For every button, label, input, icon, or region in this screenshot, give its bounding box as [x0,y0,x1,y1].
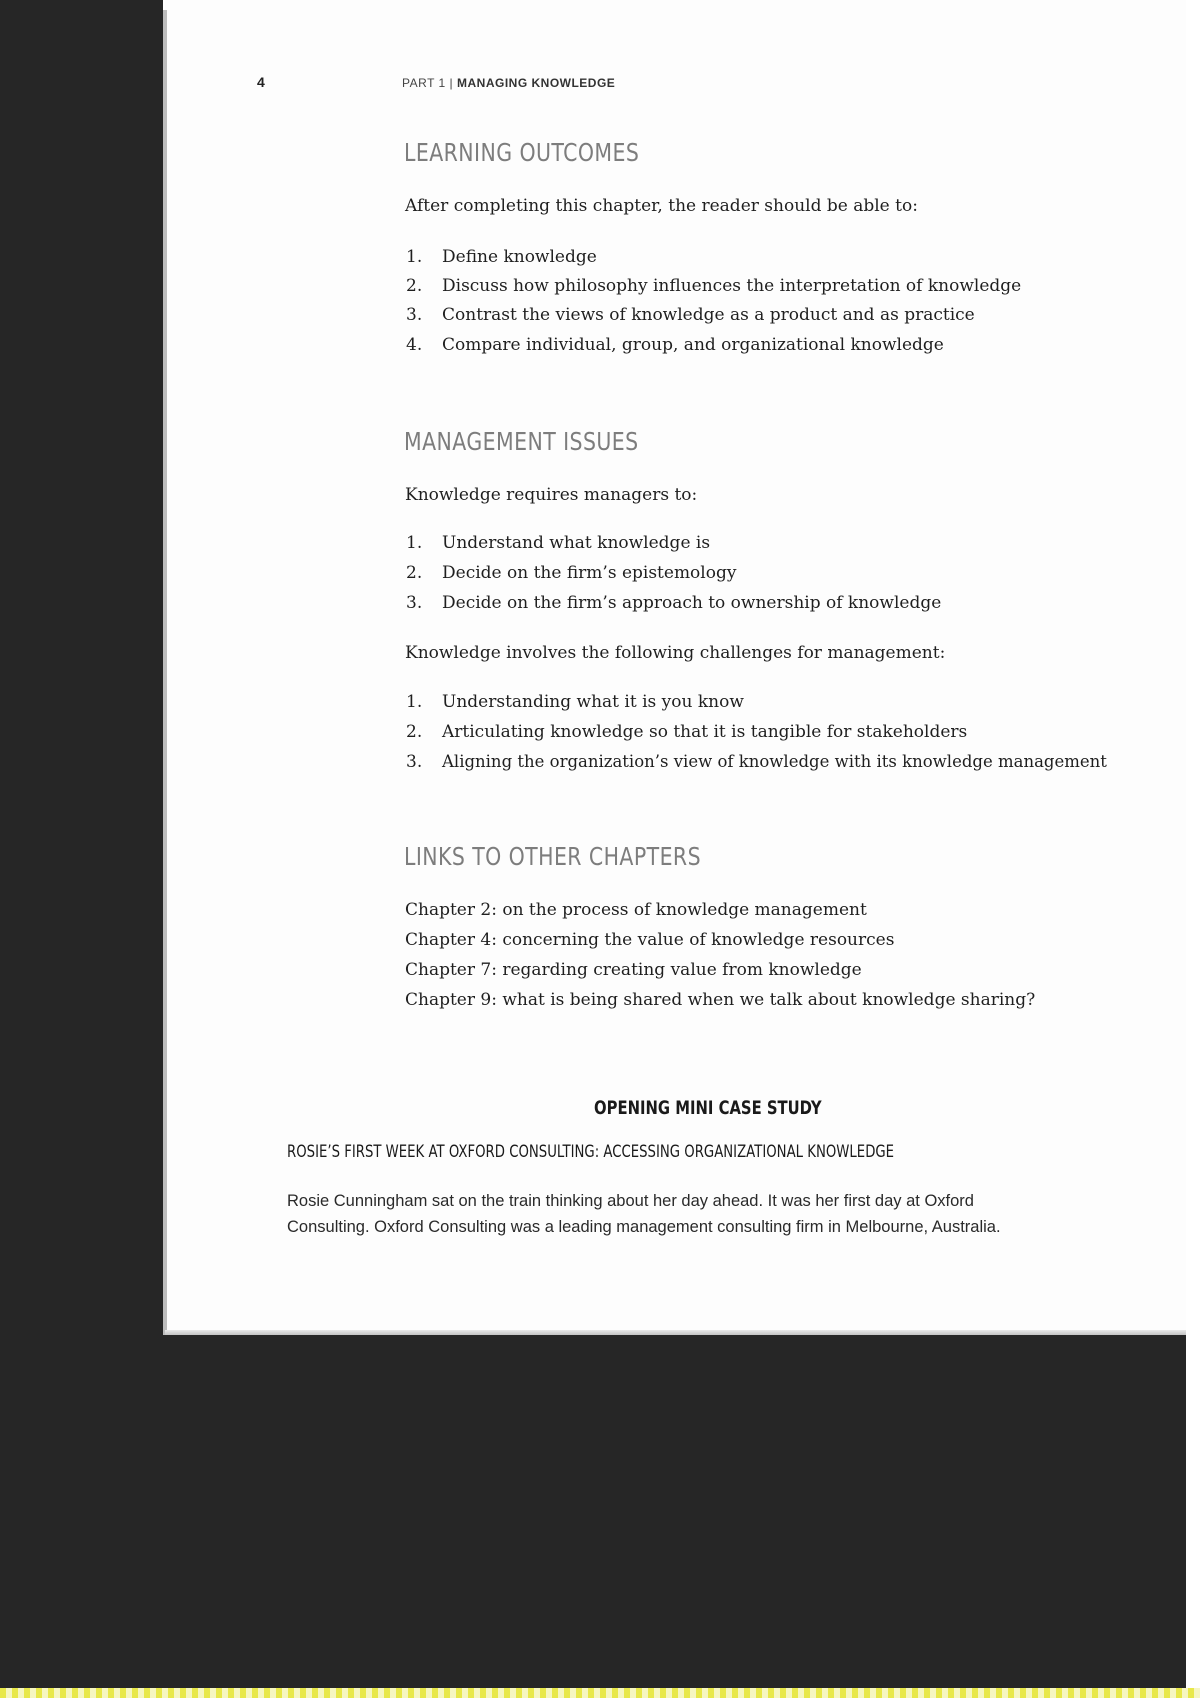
list-item-text: Contrast the views of knowledge as a product and as practice [442,305,975,325]
scanner-border-strip [0,1688,1200,1698]
list-item-number: 1. [406,692,423,712]
scanner-background-right-edge [1186,1335,1200,1698]
chapter-link-line: Chapter 9: what is being shared when we talk about knowledge sharing? [405,990,1036,1010]
management-issues-heading: MANAGEMENT ISSUES [404,427,639,456]
list-item-number: 1. [406,533,423,553]
case-study-title: OPENING MINI CASE STUDY [594,1097,822,1119]
page-number: 4 [257,74,265,90]
scanner-background-bottom [0,1335,1200,1698]
list-item-text: Understanding what it is you know [442,692,744,712]
list-item-text: Discuss how philosophy influences the interpretation of knowledge [442,276,1022,296]
list-item-text: Decide on the firm’s approach to ownership of knowledge [442,593,942,613]
learning-outcomes-intro: After completing this chapter, the reader should be able to: [405,196,918,216]
list-item-text: Understand what knowledge is [442,533,711,553]
management-challenges-intro: Knowledge involves the following challenges for management: [405,643,946,663]
case-study-line: Consulting. Oxford Consulting was a leading management consulting firm in Melbourne, Australia. [287,1218,1001,1236]
list-item-number: 3. [406,305,423,325]
chapter-link-line: Chapter 4: concerning the value of knowledge resources [405,930,895,950]
chapter-link-line: Chapter 7: regarding creating value from knowledge [405,960,862,980]
page-edge [163,10,167,1335]
list-item-number: 1. [406,247,423,267]
list-item-text: Articulating knowledge so that it is tangible for stakeholders [442,722,968,742]
list-item-number: 3. [406,593,423,613]
list-item-number: 2. [406,563,423,583]
list-item-number: 2. [406,722,423,742]
running-header: PART 1 | MANAGING KNOWLEDGE [402,76,616,90]
case-study-line: Rosie Cunningham sat on the train thinking about her day ahead. It was her first day at Oxford [287,1192,974,1210]
list-item-text: Compare individual, group, and organizational knowledge [442,335,944,355]
part-label: PART 1 [402,76,446,90]
list-item-text: Define knowledge [442,247,597,267]
part-title: MANAGING KNOWLEDGE [456,76,616,90]
list-item-number: 4. [406,335,423,355]
chapter-link-line: Chapter 2: on the process of knowledge management [405,900,867,920]
management-issues-intro: Knowledge requires managers to: [405,485,698,505]
learning-outcomes-heading: LEARNING OUTCOMES [404,138,640,167]
list-item-text: Aligning the organization’s view of knowledge with its knowledge management [442,752,1107,771]
list-item-number: 2. [406,276,423,296]
list-item-text: Decide on the firm’s epistemology [442,563,737,583]
list-item-number: 3. [406,752,423,772]
case-study-subtitle: ROSIE’S FIRST WEEK AT OXFORD CONSULTING: ACCESSING ORGANIZATIONAL KNOWLEDGE [287,1142,895,1162]
links-heading: LINKS TO OTHER CHAPTERS [404,842,702,871]
